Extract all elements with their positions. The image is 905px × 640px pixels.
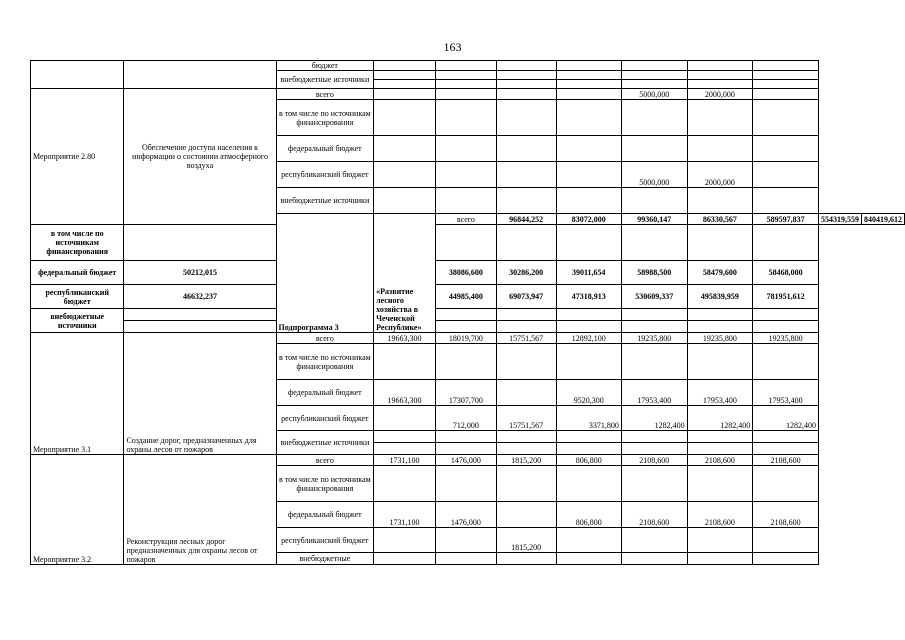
value-cell: 1815,200 xyxy=(496,455,556,466)
value-cell: 19235,800 xyxy=(753,333,819,344)
value-cell xyxy=(687,225,753,261)
table-row xyxy=(31,455,905,466)
value-cell xyxy=(435,528,496,553)
value-cell: 2108,600 xyxy=(687,455,753,466)
value-cell xyxy=(496,100,556,136)
value-cell xyxy=(496,136,556,162)
activity-label: Мероприятие 2.80 xyxy=(31,89,124,225)
value-cell xyxy=(124,321,276,333)
value-cell xyxy=(435,61,496,71)
value-cell xyxy=(687,528,753,553)
source-label: внебюджетные xyxy=(276,553,374,565)
value-cell xyxy=(753,188,819,214)
value-cell xyxy=(124,225,276,261)
activity-name: Реконструкция лесных дорог предназначенных для охраны лесов от пожаров xyxy=(124,455,276,565)
value-cell: 58468,000 xyxy=(753,261,819,285)
value-cell: 47318,913 xyxy=(556,285,621,309)
value-cell: 38086,600 xyxy=(435,261,496,285)
page-number: 163 xyxy=(443,40,462,54)
value-cell: 1476,000 xyxy=(435,502,496,528)
value-cell xyxy=(435,466,496,502)
value-cell xyxy=(621,431,687,443)
value-cell xyxy=(753,443,819,455)
value-cell xyxy=(435,309,496,321)
value-cell: 19663,300 xyxy=(374,380,436,406)
value-cell xyxy=(687,100,753,136)
source-label: республиканский бюджет xyxy=(276,406,374,431)
source-label: всего xyxy=(276,89,374,100)
value-cell xyxy=(753,89,819,100)
value-cell xyxy=(687,136,753,162)
value-cell: 840419,612 xyxy=(862,214,905,225)
table-row xyxy=(31,309,905,321)
value-cell: 806,800 xyxy=(556,502,621,528)
value-cell xyxy=(556,71,621,80)
table-row xyxy=(31,225,905,261)
value-cell xyxy=(496,162,556,188)
value-cell: 17953,400 xyxy=(753,380,819,406)
value-cell xyxy=(374,528,436,553)
activity-label: Мероприятие 3.1 xyxy=(31,333,124,455)
value-cell: 17307,700 xyxy=(435,380,496,406)
table-row xyxy=(31,285,905,309)
value-cell: 2000,000 xyxy=(687,89,753,100)
value-cell xyxy=(435,553,496,565)
value-cell xyxy=(496,225,556,261)
value-cell xyxy=(496,71,556,80)
source-label: в том числе по источникам финансирования xyxy=(276,100,374,136)
source-label: бюджет xyxy=(276,61,374,71)
value-cell xyxy=(687,188,753,214)
value-cell xyxy=(621,136,687,162)
value-cell: 17953,400 xyxy=(621,380,687,406)
value-cell: 1815,200 xyxy=(496,528,556,553)
value-cell: 781951,612 xyxy=(753,285,819,309)
value-cell xyxy=(374,443,436,455)
value-cell xyxy=(687,80,753,89)
source-label: федеральный бюджет xyxy=(276,502,374,528)
value-cell xyxy=(556,431,621,443)
value-cell xyxy=(374,61,436,71)
value-cell xyxy=(621,443,687,455)
value-cell xyxy=(621,80,687,89)
source-label: внебюджетные источники xyxy=(276,431,374,455)
value-cell xyxy=(496,443,556,455)
value-cell xyxy=(556,309,621,321)
value-cell: 15751,567 xyxy=(496,333,556,344)
value-cell xyxy=(374,100,436,136)
source-label: всего xyxy=(276,333,374,344)
value-cell: 15751,567 xyxy=(496,406,556,431)
value-cell xyxy=(621,466,687,502)
value-cell: 30286,200 xyxy=(496,261,556,285)
value-cell xyxy=(556,466,621,502)
value-cell xyxy=(753,321,819,333)
value-cell xyxy=(621,61,687,71)
value-cell xyxy=(753,225,819,261)
value-cell xyxy=(753,71,819,80)
activity-name: Обеспечение доступа населения к информации о состоянии атмосферного воздуха xyxy=(124,89,276,225)
value-cell: 19235,800 xyxy=(621,333,687,344)
value-cell: 2108,600 xyxy=(753,455,819,466)
value-cell xyxy=(556,162,621,188)
value-cell xyxy=(496,321,556,333)
value-cell: 1282,400 xyxy=(753,406,819,431)
source-label: республиканский бюджет xyxy=(31,285,124,309)
value-cell xyxy=(496,61,556,71)
value-cell: 1476,000 xyxy=(435,455,496,466)
value-cell xyxy=(374,344,436,380)
value-cell xyxy=(374,188,436,214)
value-cell: 83072,000 xyxy=(556,214,621,225)
value-cell: 69073,947 xyxy=(496,285,556,309)
value-cell: 46632,237 xyxy=(124,285,276,309)
source-label: всего xyxy=(276,455,374,466)
value-cell: 12892,100 xyxy=(556,333,621,344)
budget-table xyxy=(30,60,905,565)
value-cell xyxy=(621,528,687,553)
value-cell xyxy=(556,188,621,214)
source-label: в том числе по источникам финансирования xyxy=(31,225,124,261)
source-label: в том числе по источникам финансирования xyxy=(276,344,374,380)
value-cell xyxy=(621,100,687,136)
value-cell: 554319,559 xyxy=(819,214,862,225)
value-cell: 530609,337 xyxy=(621,285,687,309)
value-cell: 5000,000 xyxy=(621,162,687,188)
value-cell xyxy=(435,443,496,455)
source-label: республиканский бюджет xyxy=(276,162,374,188)
value-cell xyxy=(621,553,687,565)
value-cell xyxy=(496,188,556,214)
value-cell: 3371,800 xyxy=(556,406,621,431)
table-row xyxy=(31,321,905,333)
value-cell: 19663,300 xyxy=(374,333,436,344)
value-cell: 50212,015 xyxy=(124,261,276,285)
value-cell xyxy=(687,309,753,321)
table-row xyxy=(31,61,905,71)
value-cell xyxy=(374,466,436,502)
value-cell: 495839,959 xyxy=(687,285,753,309)
value-cell: 1282,400 xyxy=(621,406,687,431)
prev-activity-name-cell xyxy=(124,61,276,89)
value-cell xyxy=(621,188,687,214)
value-cell: 1731,100 xyxy=(374,455,436,466)
value-cell xyxy=(753,61,819,71)
value-cell xyxy=(496,344,556,380)
value-cell xyxy=(556,443,621,455)
value-cell: 19235,800 xyxy=(687,333,753,344)
value-cell xyxy=(374,80,436,89)
value-cell xyxy=(496,466,556,502)
value-cell xyxy=(374,136,436,162)
source-label: внебюджетные источники xyxy=(276,71,374,89)
value-cell xyxy=(621,344,687,380)
source-label: федеральный бюджет xyxy=(31,261,124,285)
value-cell xyxy=(753,100,819,136)
value-cell xyxy=(687,466,753,502)
value-cell xyxy=(374,431,436,443)
value-cell xyxy=(753,136,819,162)
activity-label: Мероприятие 3.2 xyxy=(31,455,124,565)
value-cell xyxy=(556,225,621,261)
activity-name: Создание дорог, предназначенных для охраны лесов от пожаров xyxy=(124,333,276,455)
value-cell xyxy=(374,162,436,188)
value-cell xyxy=(374,406,436,431)
value-cell xyxy=(496,80,556,89)
value-cell xyxy=(753,528,819,553)
value-cell: 1282,400 xyxy=(687,406,753,431)
value-cell xyxy=(435,344,496,380)
subprogram-name: «Развитие лесного хозяйства в Чеченской Республике» xyxy=(374,214,436,333)
source-label: в том числе по источникам финансирования xyxy=(276,466,374,502)
value-cell xyxy=(496,89,556,100)
value-cell: 44985,400 xyxy=(435,285,496,309)
value-cell: 2108,600 xyxy=(621,502,687,528)
value-cell: 1731,100 xyxy=(374,502,436,528)
value-cell xyxy=(435,321,496,333)
value-cell xyxy=(621,309,687,321)
value-cell xyxy=(687,431,753,443)
value-cell xyxy=(687,344,753,380)
source-label: республиканский бюджет xyxy=(276,528,374,553)
value-cell xyxy=(496,309,556,321)
value-cell xyxy=(435,89,496,100)
value-cell: 806,800 xyxy=(556,455,621,466)
value-cell: 2108,600 xyxy=(687,502,753,528)
value-cell xyxy=(687,443,753,455)
value-cell xyxy=(753,309,819,321)
value-cell xyxy=(556,80,621,89)
value-cell xyxy=(621,321,687,333)
value-cell xyxy=(374,553,436,565)
value-cell xyxy=(753,162,819,188)
value-cell xyxy=(556,553,621,565)
value-cell: 5000,000 xyxy=(621,89,687,100)
value-cell: 712,000 xyxy=(435,406,496,431)
value-cell: 58479,600 xyxy=(687,261,753,285)
value-cell xyxy=(753,80,819,89)
value-cell xyxy=(753,344,819,380)
value-cell xyxy=(687,71,753,80)
value-cell xyxy=(496,380,556,406)
value-cell xyxy=(753,431,819,443)
value-cell: 2108,600 xyxy=(753,502,819,528)
table-row xyxy=(31,261,905,285)
value-cell xyxy=(435,162,496,188)
value-cell xyxy=(435,80,496,89)
table-row xyxy=(31,333,905,344)
value-cell xyxy=(687,321,753,333)
value-cell xyxy=(687,553,753,565)
value-cell xyxy=(496,553,556,565)
value-cell xyxy=(496,502,556,528)
value-cell xyxy=(621,225,687,261)
value-cell xyxy=(435,225,496,261)
value-cell xyxy=(621,71,687,80)
value-cell: 96844,252 xyxy=(496,214,556,225)
value-cell xyxy=(753,553,819,565)
value-cell xyxy=(435,188,496,214)
value-cell: 2000,000 xyxy=(687,162,753,188)
value-cell: 2108,600 xyxy=(621,455,687,466)
value-cell xyxy=(556,100,621,136)
value-cell xyxy=(556,136,621,162)
source-label: федеральный бюджет xyxy=(276,380,374,406)
value-cell xyxy=(556,344,621,380)
source-label: внебюджетные источники xyxy=(31,309,124,333)
value-cell xyxy=(687,61,753,71)
value-cell: 9520,300 xyxy=(556,380,621,406)
value-cell xyxy=(556,61,621,71)
value-cell xyxy=(556,89,621,100)
value-cell xyxy=(753,466,819,502)
value-cell: 86330,567 xyxy=(687,214,753,225)
value-cell xyxy=(124,309,276,321)
prev-activity-label-cell xyxy=(31,61,124,89)
subprogram-label: Подпрограмма 3 xyxy=(276,214,374,333)
value-cell xyxy=(556,321,621,333)
value-cell xyxy=(374,71,436,80)
value-cell: 58988,500 xyxy=(621,261,687,285)
value-cell: 589597,837 xyxy=(753,214,819,225)
value-cell: 18019,700 xyxy=(435,333,496,344)
value-cell xyxy=(435,100,496,136)
source-label: внебюджетные источники xyxy=(276,188,374,214)
value-cell: 99360,147 xyxy=(621,214,687,225)
value-cell xyxy=(435,136,496,162)
table-row xyxy=(31,89,905,100)
value-cell: 39011,654 xyxy=(556,261,621,285)
value-cell xyxy=(435,71,496,80)
value-cell: 17953,400 xyxy=(687,380,753,406)
value-cell xyxy=(435,431,496,443)
source-label: всего xyxy=(435,214,496,225)
source-label: федеральный бюджет xyxy=(276,136,374,162)
value-cell xyxy=(374,89,436,100)
value-cell xyxy=(556,528,621,553)
value-cell xyxy=(496,431,556,443)
